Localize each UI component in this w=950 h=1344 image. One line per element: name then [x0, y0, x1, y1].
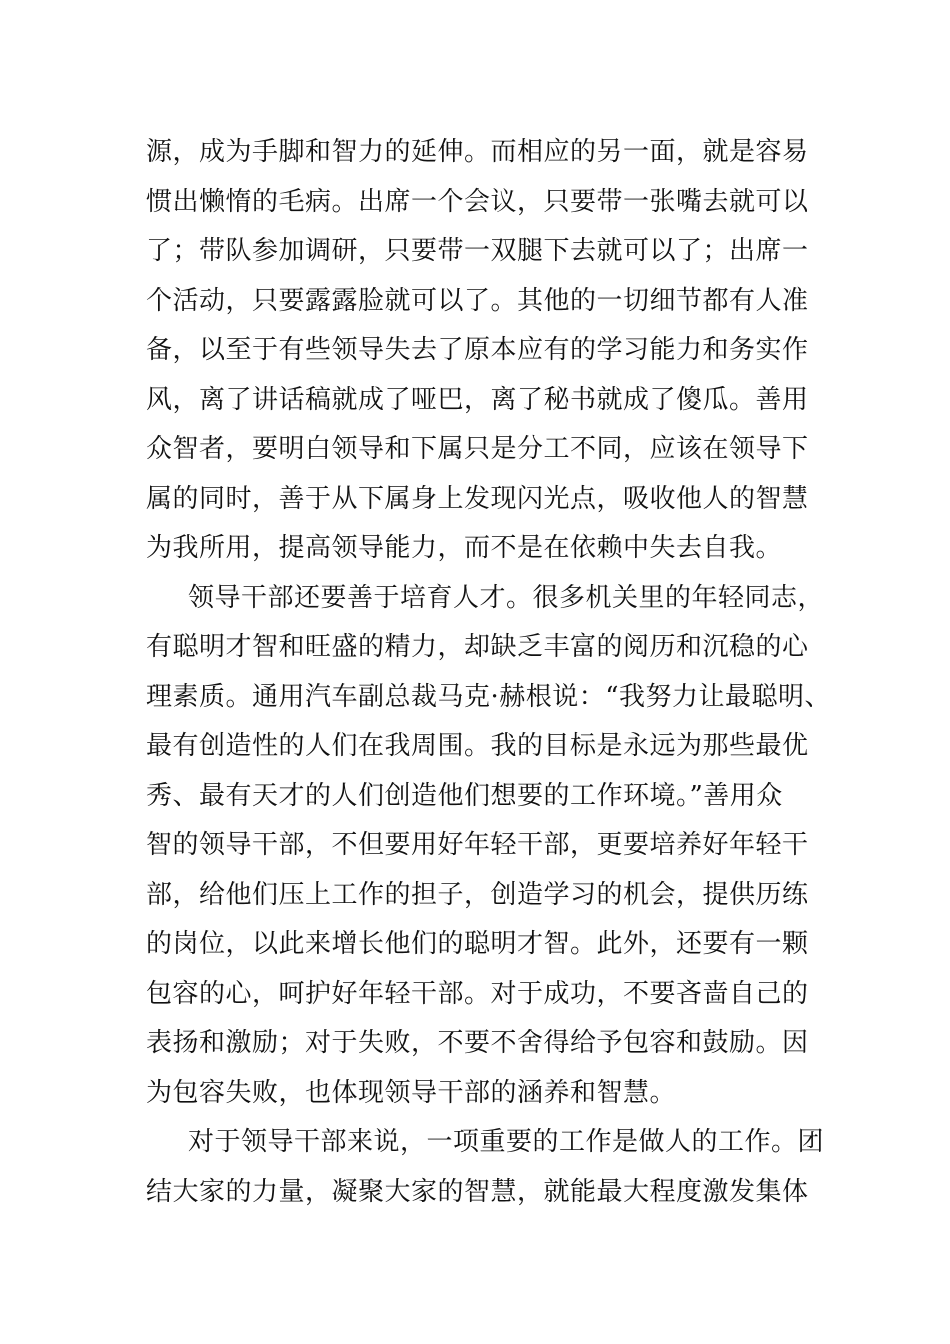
text-line-16: 部，给他们压上工作的担子，创造学习的机会，提供历练 — [146, 879, 809, 910]
text-line-17: 的岗位，以此来增长他们的聪明才智。此外，还要有一颗 — [146, 929, 809, 959]
text-line-2: 惯出懒惰的毛病。出席一个会议，只要带一张嘴去就可以 — [146, 186, 809, 217]
text-line-8: 属的同时，善于从下属身上发现闪光点，吸收他人的智慧 — [146, 483, 809, 514]
text-line-12: 理素质。通用汽车副总裁马克·赫根说：“我努力让最聪明、 — [146, 681, 832, 712]
text-line-13: 最有创造性的人们在我周围。我的目标是永远为那些最优 — [146, 731, 809, 761]
text-line-10: 领导干部还要善于培育人才。很多机关里的年轻同志， — [188, 582, 825, 613]
body-text — [146, 128, 832, 1217]
text-line-18: 包容的心，呵护好年轻干部。对于成功，不要吝啬自己的 — [146, 978, 809, 1009]
text-line-19: 表扬和激励；对于失败，不要不舍得给予包容和鼓励。因 — [146, 1028, 809, 1058]
text-line-15: 智的领导干部，不但要用好年轻干部，更要培养好年轻干 — [146, 830, 809, 860]
text-line-11: 有聪明才智和旺盛的精力，却缺乏丰富的阅历和沉稳的心 — [146, 632, 809, 662]
text-line-7: 众智者，要明白领导和下属只是分工不同，应该在领导下 — [146, 434, 809, 464]
text-line-1: 源，成为手脚和智力的延伸。而相应的另一面，就是容易 — [146, 137, 809, 167]
text-line-6: 风，离了讲话稿就成了哑巴，离了秘书就成了傻瓜。善用 — [146, 384, 809, 415]
text-line-9: 为我所用，提高领导能力，而不是在依赖中失去自我。 — [146, 533, 783, 563]
text-line-21: 对于领导干部来说，一项重要的工作是做人的工作。团 — [188, 1127, 825, 1157]
text-line-3: 了；带队参加调研，只要带一双腿下去就可以了；出席一 — [146, 236, 809, 266]
text-line-5: 备，以至于有些领导失去了原本应有的学习能力和务实作 — [146, 335, 809, 365]
text-line-22: 结大家的力量，凝聚大家的智慧，就能最大程度激发集体 — [146, 1176, 809, 1207]
text-line-14: 秀、最有天才的人们创造他们想要的工作环境。”善用众 — [146, 780, 783, 811]
text-line-4: 个活动，只要露露脸就可以了。其他的一切细节都有人准 — [146, 285, 809, 316]
text-line-20: 为包容失败，也体现领导干部的涵养和智慧。 — [146, 1077, 677, 1108]
